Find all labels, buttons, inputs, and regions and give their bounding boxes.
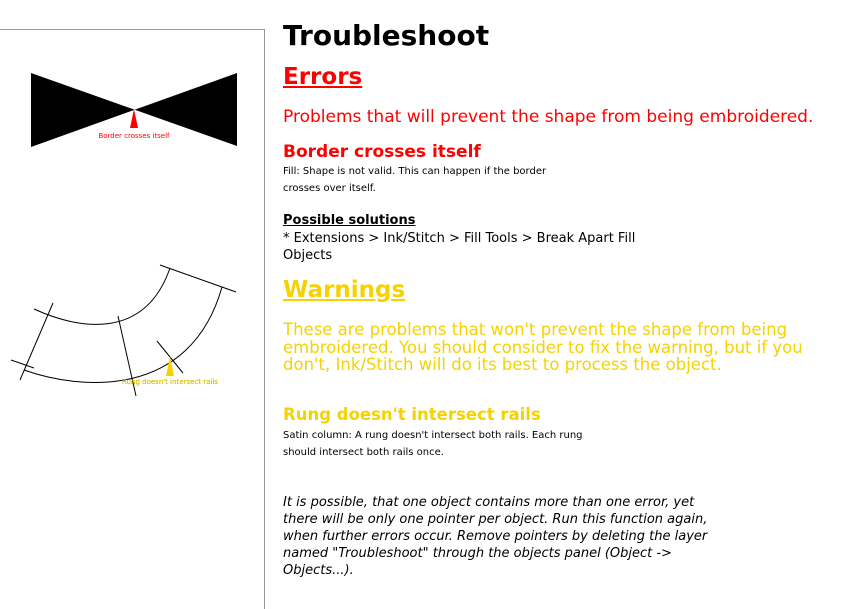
errors-heading: Errors bbox=[283, 64, 363, 90]
warning-item-title: Rung doesn't intersect rails bbox=[283, 405, 541, 424]
warning-marker-label: Rung doesn't intersect rails bbox=[122, 378, 218, 386]
page-title: Troubleshoot bbox=[283, 19, 490, 52]
satin-column-shape[interactable] bbox=[11, 265, 236, 396]
warning-pointer-icon bbox=[166, 356, 174, 376]
satin-rung-3 bbox=[160, 265, 236, 292]
canvas-illustrations bbox=[0, 0, 265, 609]
error-item-title: Border crosses itself bbox=[283, 142, 481, 162]
solutions-text: * Extensions > Ink/Stitch > Fill Tools > Break Apart Fill Objects bbox=[283, 231, 636, 263]
solutions-heading: Possible solutions bbox=[283, 213, 416, 228]
satin-rail-inner bbox=[34, 268, 170, 324]
troubleshoot-note: It is possible, that one object contains more than one error, yet there will be only one pointer per object. Run this function again, when further errors occur. Remove pointers by deleting the layer named "Troubleshoot" through the objects panel (Object -> Objects...). bbox=[283, 495, 708, 578]
satin-rung-1 bbox=[20, 303, 53, 380]
satin-rung-4 bbox=[11, 360, 34, 368]
satin-rail-outer bbox=[24, 287, 222, 382]
error-pointer-icon bbox=[130, 109, 138, 128]
error-item-description: Fill: Shape is not valid. This can happen if the border crosses over itself. bbox=[283, 166, 547, 194]
warnings-intro-text: These are problems that won't prevent the shape from being embroidered. You should consider to fix the warning, but if you don't, Ink/Stitch will do its best to process the object. bbox=[283, 320, 803, 374]
warning-item-description: Satin column: A rung doesn't intersect both rails. Each rung should intersect both rails once. bbox=[283, 430, 583, 458]
error-marker-label: Border crosses itself bbox=[98, 132, 170, 140]
warnings-heading: Warnings bbox=[283, 277, 406, 303]
errors-intro-text: Problems that will prevent the shape from being embroidered. bbox=[283, 107, 814, 127]
